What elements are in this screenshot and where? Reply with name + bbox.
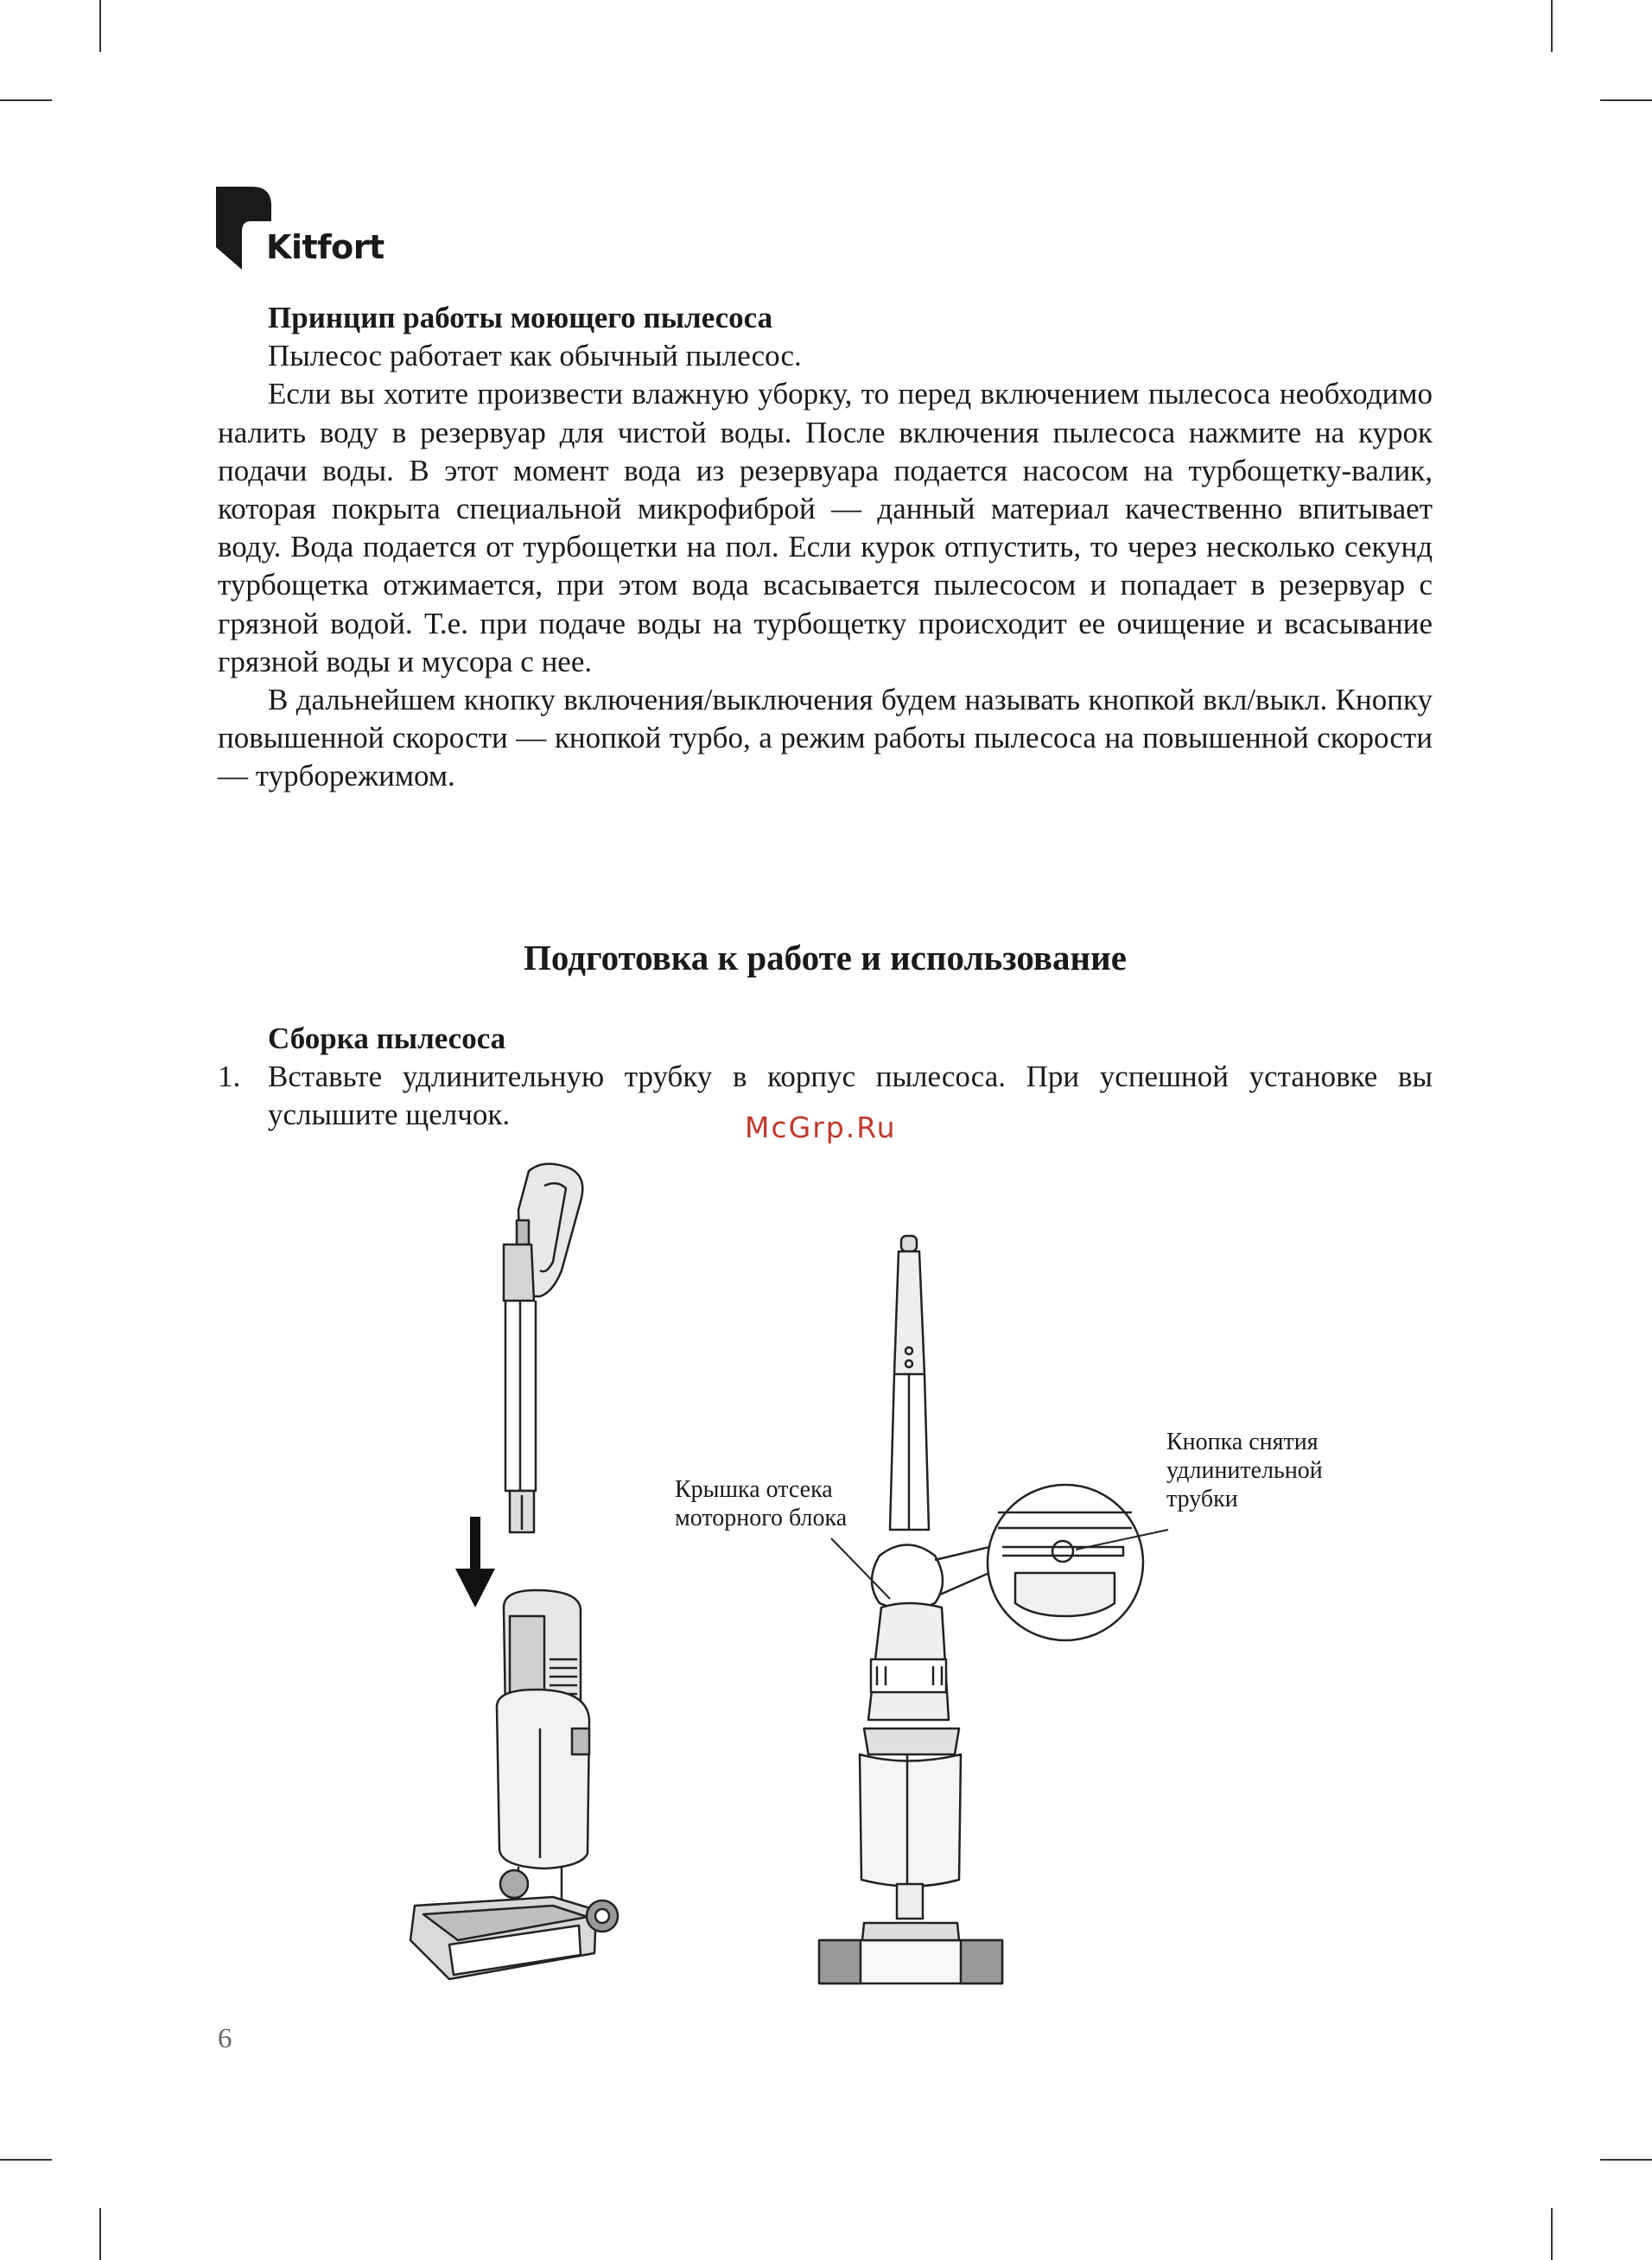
zoom-detail-circle — [935, 1485, 1143, 1640]
section-title: Подготовка к работе и использование — [524, 938, 1127, 977]
vacuum-body-drawing-right — [819, 1236, 1002, 1983]
vacuum-body-drawing-left — [410, 1590, 618, 1979]
intro-paragraph-1: Пылесос работает как обычный пылесос. — [268, 339, 802, 373]
down-arrow-icon — [455, 1517, 495, 1607]
callout-cover-line-1: Крышка отсека — [675, 1476, 833, 1503]
callout-button-line-3: трубки — [1166, 1486, 1238, 1512]
brand-name: Kitfort — [266, 228, 384, 266]
extension-tube-drawing — [504, 1164, 582, 1532]
callout-tube-release-button — [1166, 1428, 1323, 1513]
callout-motor-cover — [675, 1475, 847, 1532]
callout-button-line-2: удлинительной — [1166, 1457, 1323, 1484]
watermark: McGrp.Ru — [745, 1111, 897, 1144]
callout-button-line-1: Кнопка снятия — [1166, 1429, 1318, 1455]
step-number: 1. — [218, 1060, 241, 1093]
assembly-heading: Сборка пылесоса — [268, 1022, 506, 1055]
callout-cover-line-2: моторного блока — [675, 1505, 848, 1531]
intro-paragraph-3: В дальнейшем кнопку включения/выключения будем называть кнопкой вкл/выкл. Кнопку повышенной скорости — кнопкой турбо, а режим работы пылесоса на повышенной скорости — турборежимом. — [218, 683, 1433, 793]
step-text: Вставьте удлинительную трубку в корпус пылесоса. При успешной установке вы услышите щелчок. — [268, 1060, 1433, 1132]
intro-paragraph-2: Если вы хотите произвести влажную уборку, то перед включением пылесоса необходимо налить воду в резервуар для чистой воды. После включения пылесоса нажмите на курок подачи воды. В этот момент вода из резервуара подается насосом на турбощетку-валик, которая покрыта специальной микрофиброй — данный материал качественно впитывает воду. Вода подается от турбощетки на пол. Если курок отпустить, то через несколько секунд турбощетка отжимается, при этом вода всасывается пылесосом и попадает в резервуар с грязной водой. Т.е. при подаче воды на турбощетку происходит ее очищение и всасывание грязной воды и мусора с нее. — [218, 377, 1433, 678]
intro-heading: Принцип работы моющего пылесоса — [268, 301, 773, 334]
page-number: 6 — [218, 2023, 232, 2054]
